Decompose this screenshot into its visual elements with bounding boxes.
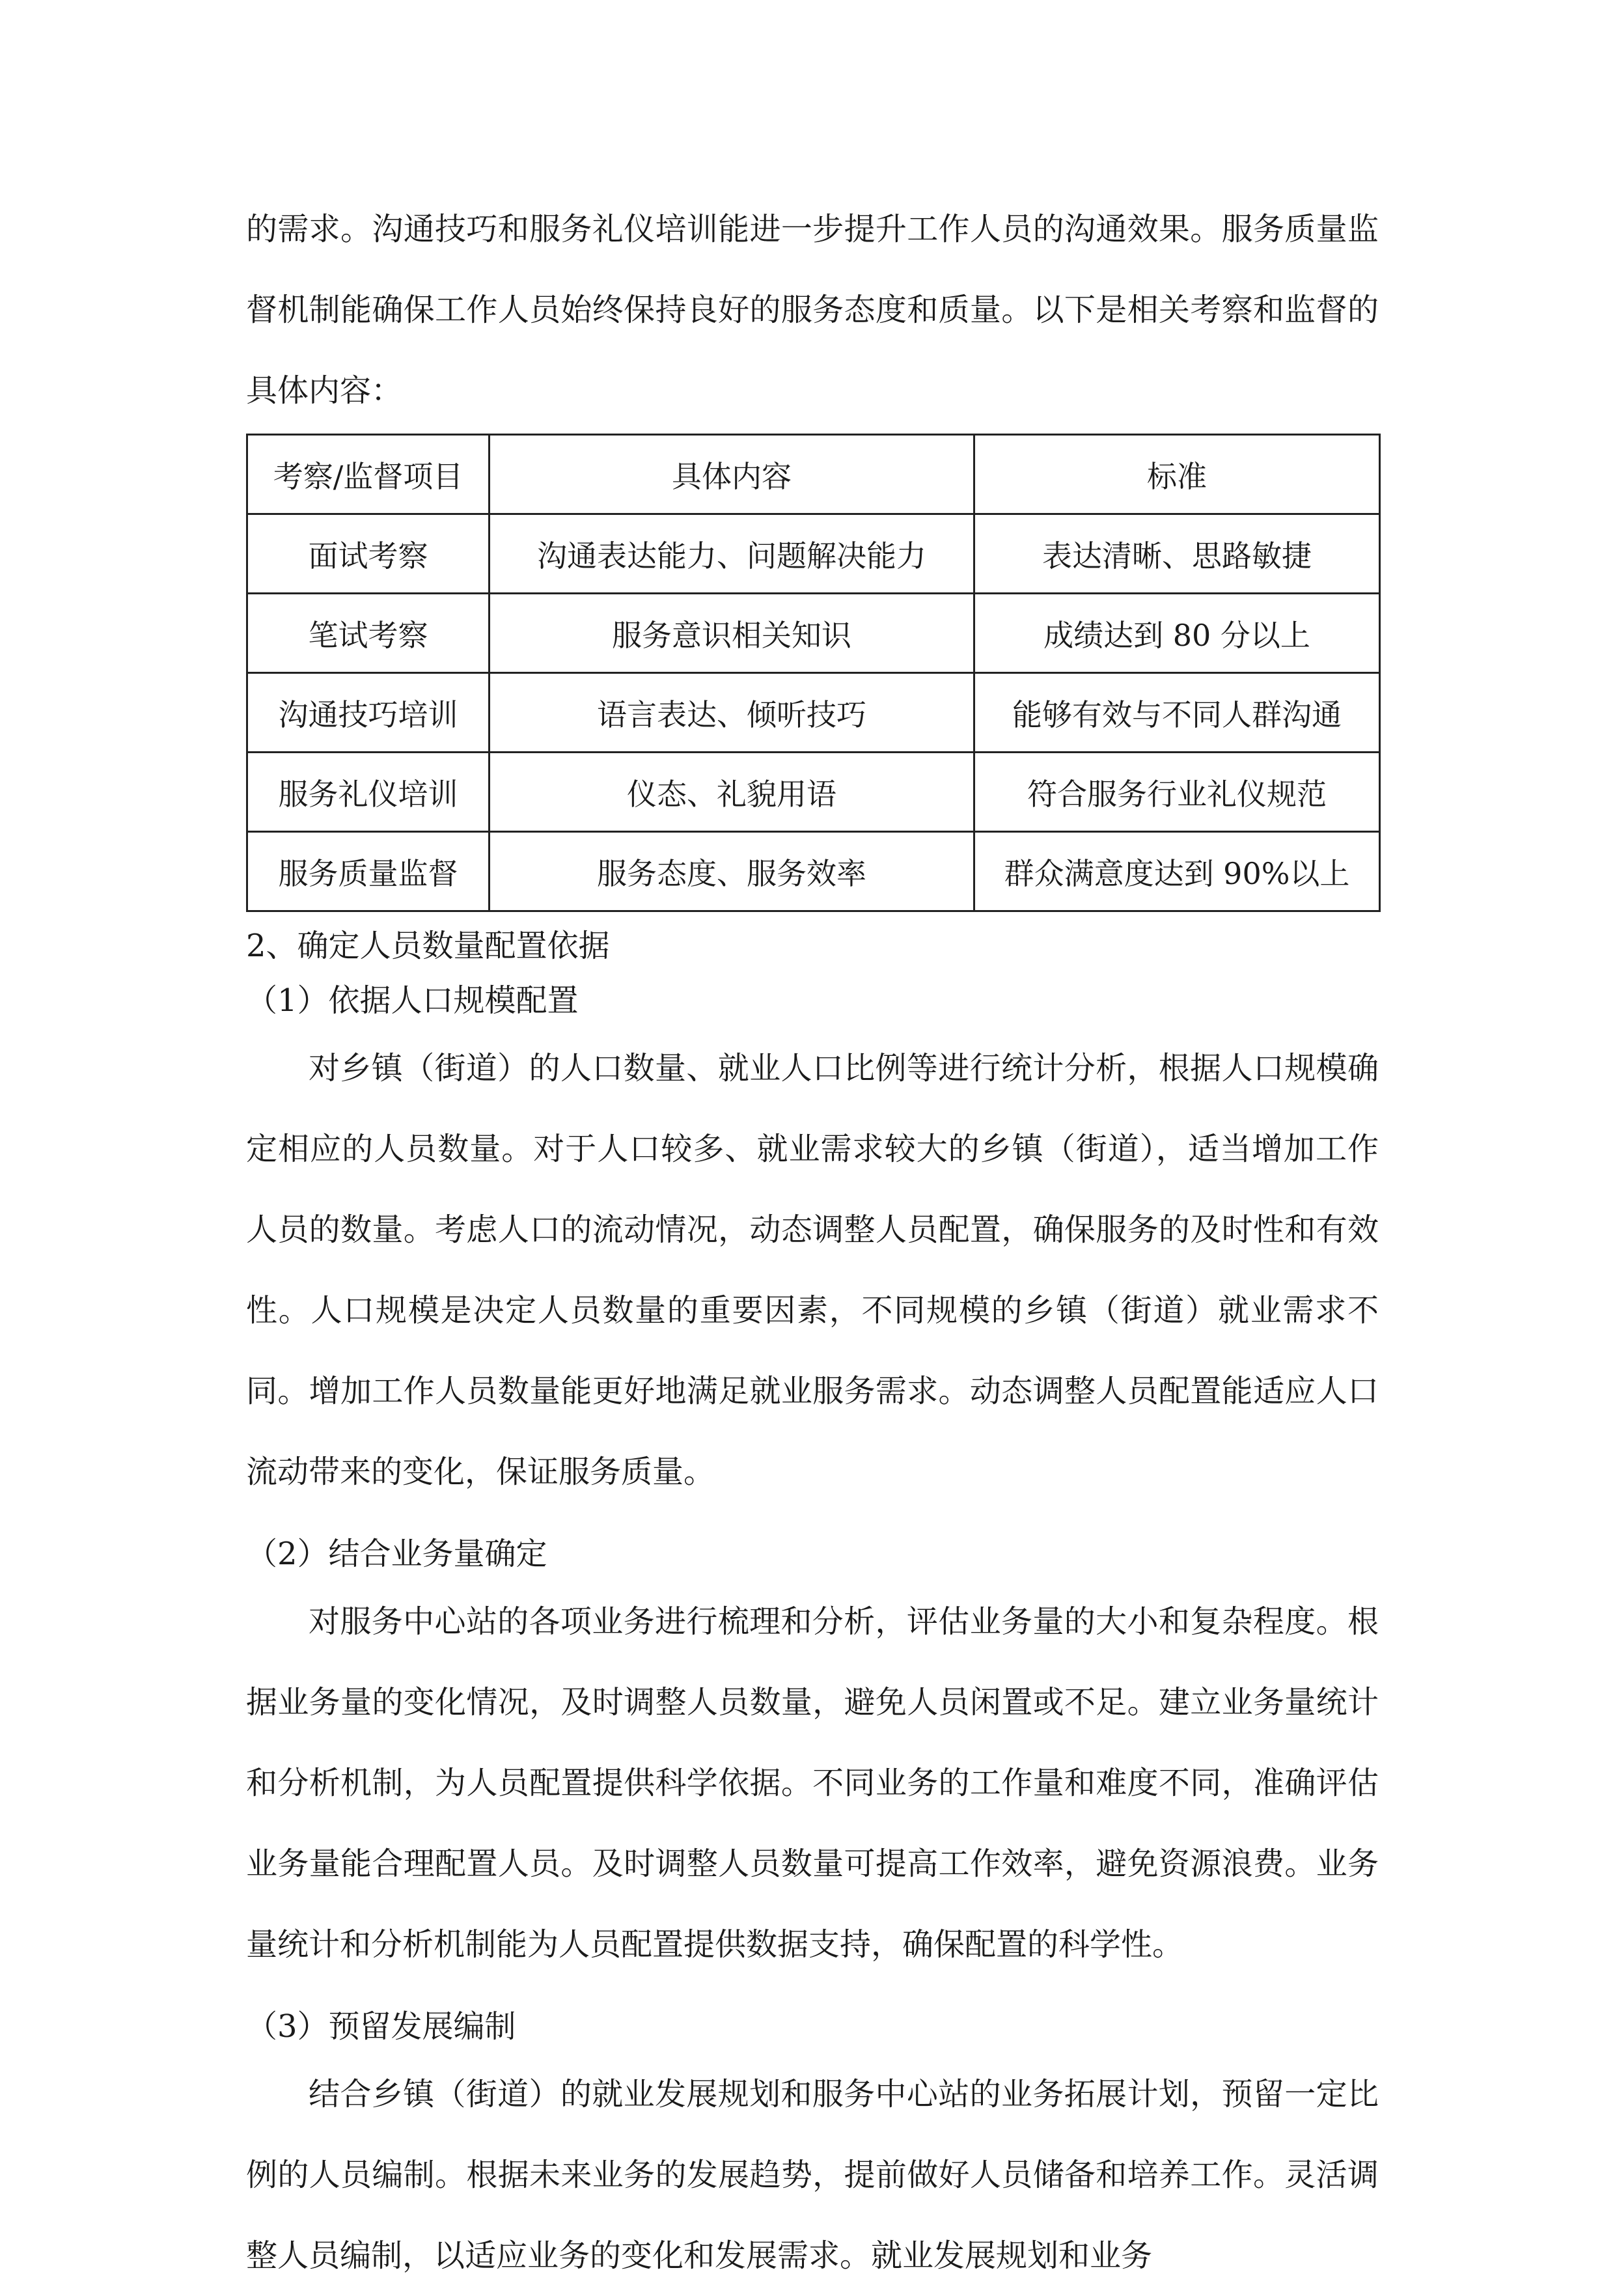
table-cell: 符合服务行业礼仪规范 <box>974 753 1380 832</box>
table-cell: 服务意识相关知识 <box>490 594 974 673</box>
table-cell: 成绩达到 80 分以上 <box>974 594 1380 673</box>
table-row <box>247 514 1380 594</box>
table-row <box>247 673 1380 753</box>
subsection-paragraph-2: 对服务中心站的各项业务进行梳理和分析，评估业务量的大小和复杂程度。根据业务量的变化情况，及时调整人员数量，避免人员闲置或不足。建立业务量统计和分析机制，为人员配置提供科学依据。不同业务的工作量和难度不同，准确评估业务量能合理配置人员。及时调整人员数量可提高工作效率，避免资源浪费。业务量统计和分析机制能为人员配置提供数据支持，确保配置的科学性。 <box>246 1603 1379 1963</box>
table-header-cell: 具体内容 <box>490 435 974 514</box>
evaluation-table <box>246 434 1381 912</box>
intro-paragraph: 的需求。沟通技巧和服务礼仪培训能进一步提升工作人员的沟通效果。服务质量监督机制能确保工作人员始终保持良好的服务态度和质量。以下是相关考察和监督的具体内容： <box>246 211 1379 409</box>
subsection-paragraph-1: 对乡镇（街道）的人口数量、就业人口比例等进行统计分析，根据人口规模确定相应的人员数量。对于人口较多、就业需求较大的乡镇（街道），适当增加工作人员的数量。考虑人口的流动情况，动态调整人员配置，确保服务的及时性和有效性。人口规模是决定人员数量的重要因素，不同规模的乡镇（街道）就业需求不同。增加工作人员数量能更好地满足就业服务需求。动态调整人员配置能适应人口流动带来的变化，保证服务质量。 <box>246 1050 1379 1490</box>
table-cell: 服务礼仪培训 <box>247 753 490 832</box>
table-header-cell: 考察/监督项目 <box>247 435 490 514</box>
subsection-heading-3: （3）预留发展编制 <box>246 2008 516 2045</box>
table-cell: 面试考察 <box>247 514 490 594</box>
table-cell: 能够有效与不同人群沟通 <box>974 673 1380 753</box>
subsection-heading-1: （1）依据人口规模配置 <box>246 982 579 1019</box>
table-header-cell: 标准 <box>974 435 1380 514</box>
document-page <box>246 189 1379 2296</box>
table-cell: 服务质量监督 <box>247 832 490 911</box>
table-cell: 沟通表达能力、问题解决能力 <box>490 514 974 594</box>
table-cell: 沟通技巧培训 <box>247 673 490 753</box>
table-row <box>247 594 1380 673</box>
table-header-row <box>247 435 1380 514</box>
table-cell: 语言表达、倾听技巧 <box>490 673 974 753</box>
table-cell: 服务态度、服务效率 <box>490 832 974 911</box>
table-cell: 仪态、礼貌用语 <box>490 753 974 832</box>
table-row <box>247 832 1380 911</box>
subsection-paragraph-3: 结合乡镇（街道）的就业发展规划和服务中心站的业务拓展计划，预留一定比例的人员编制。根据未来业务的发展趋势，提前做好人员储备和培养工作。灵活调整人员编制，以适应业务的变化和发展需求。就业发展规划和业务 <box>246 2076 1379 2274</box>
table-cell: 表达清晰、思路敏捷 <box>974 514 1380 594</box>
section-heading: 2、确定人员数量配置依据 <box>246 928 610 964</box>
table-cell: 笔试考察 <box>247 594 490 673</box>
table-row <box>247 753 1380 832</box>
table-cell: 群众满意度达到 90%以上 <box>974 832 1380 911</box>
subsection-heading-2: （2）结合业务量确定 <box>246 1536 547 1572</box>
